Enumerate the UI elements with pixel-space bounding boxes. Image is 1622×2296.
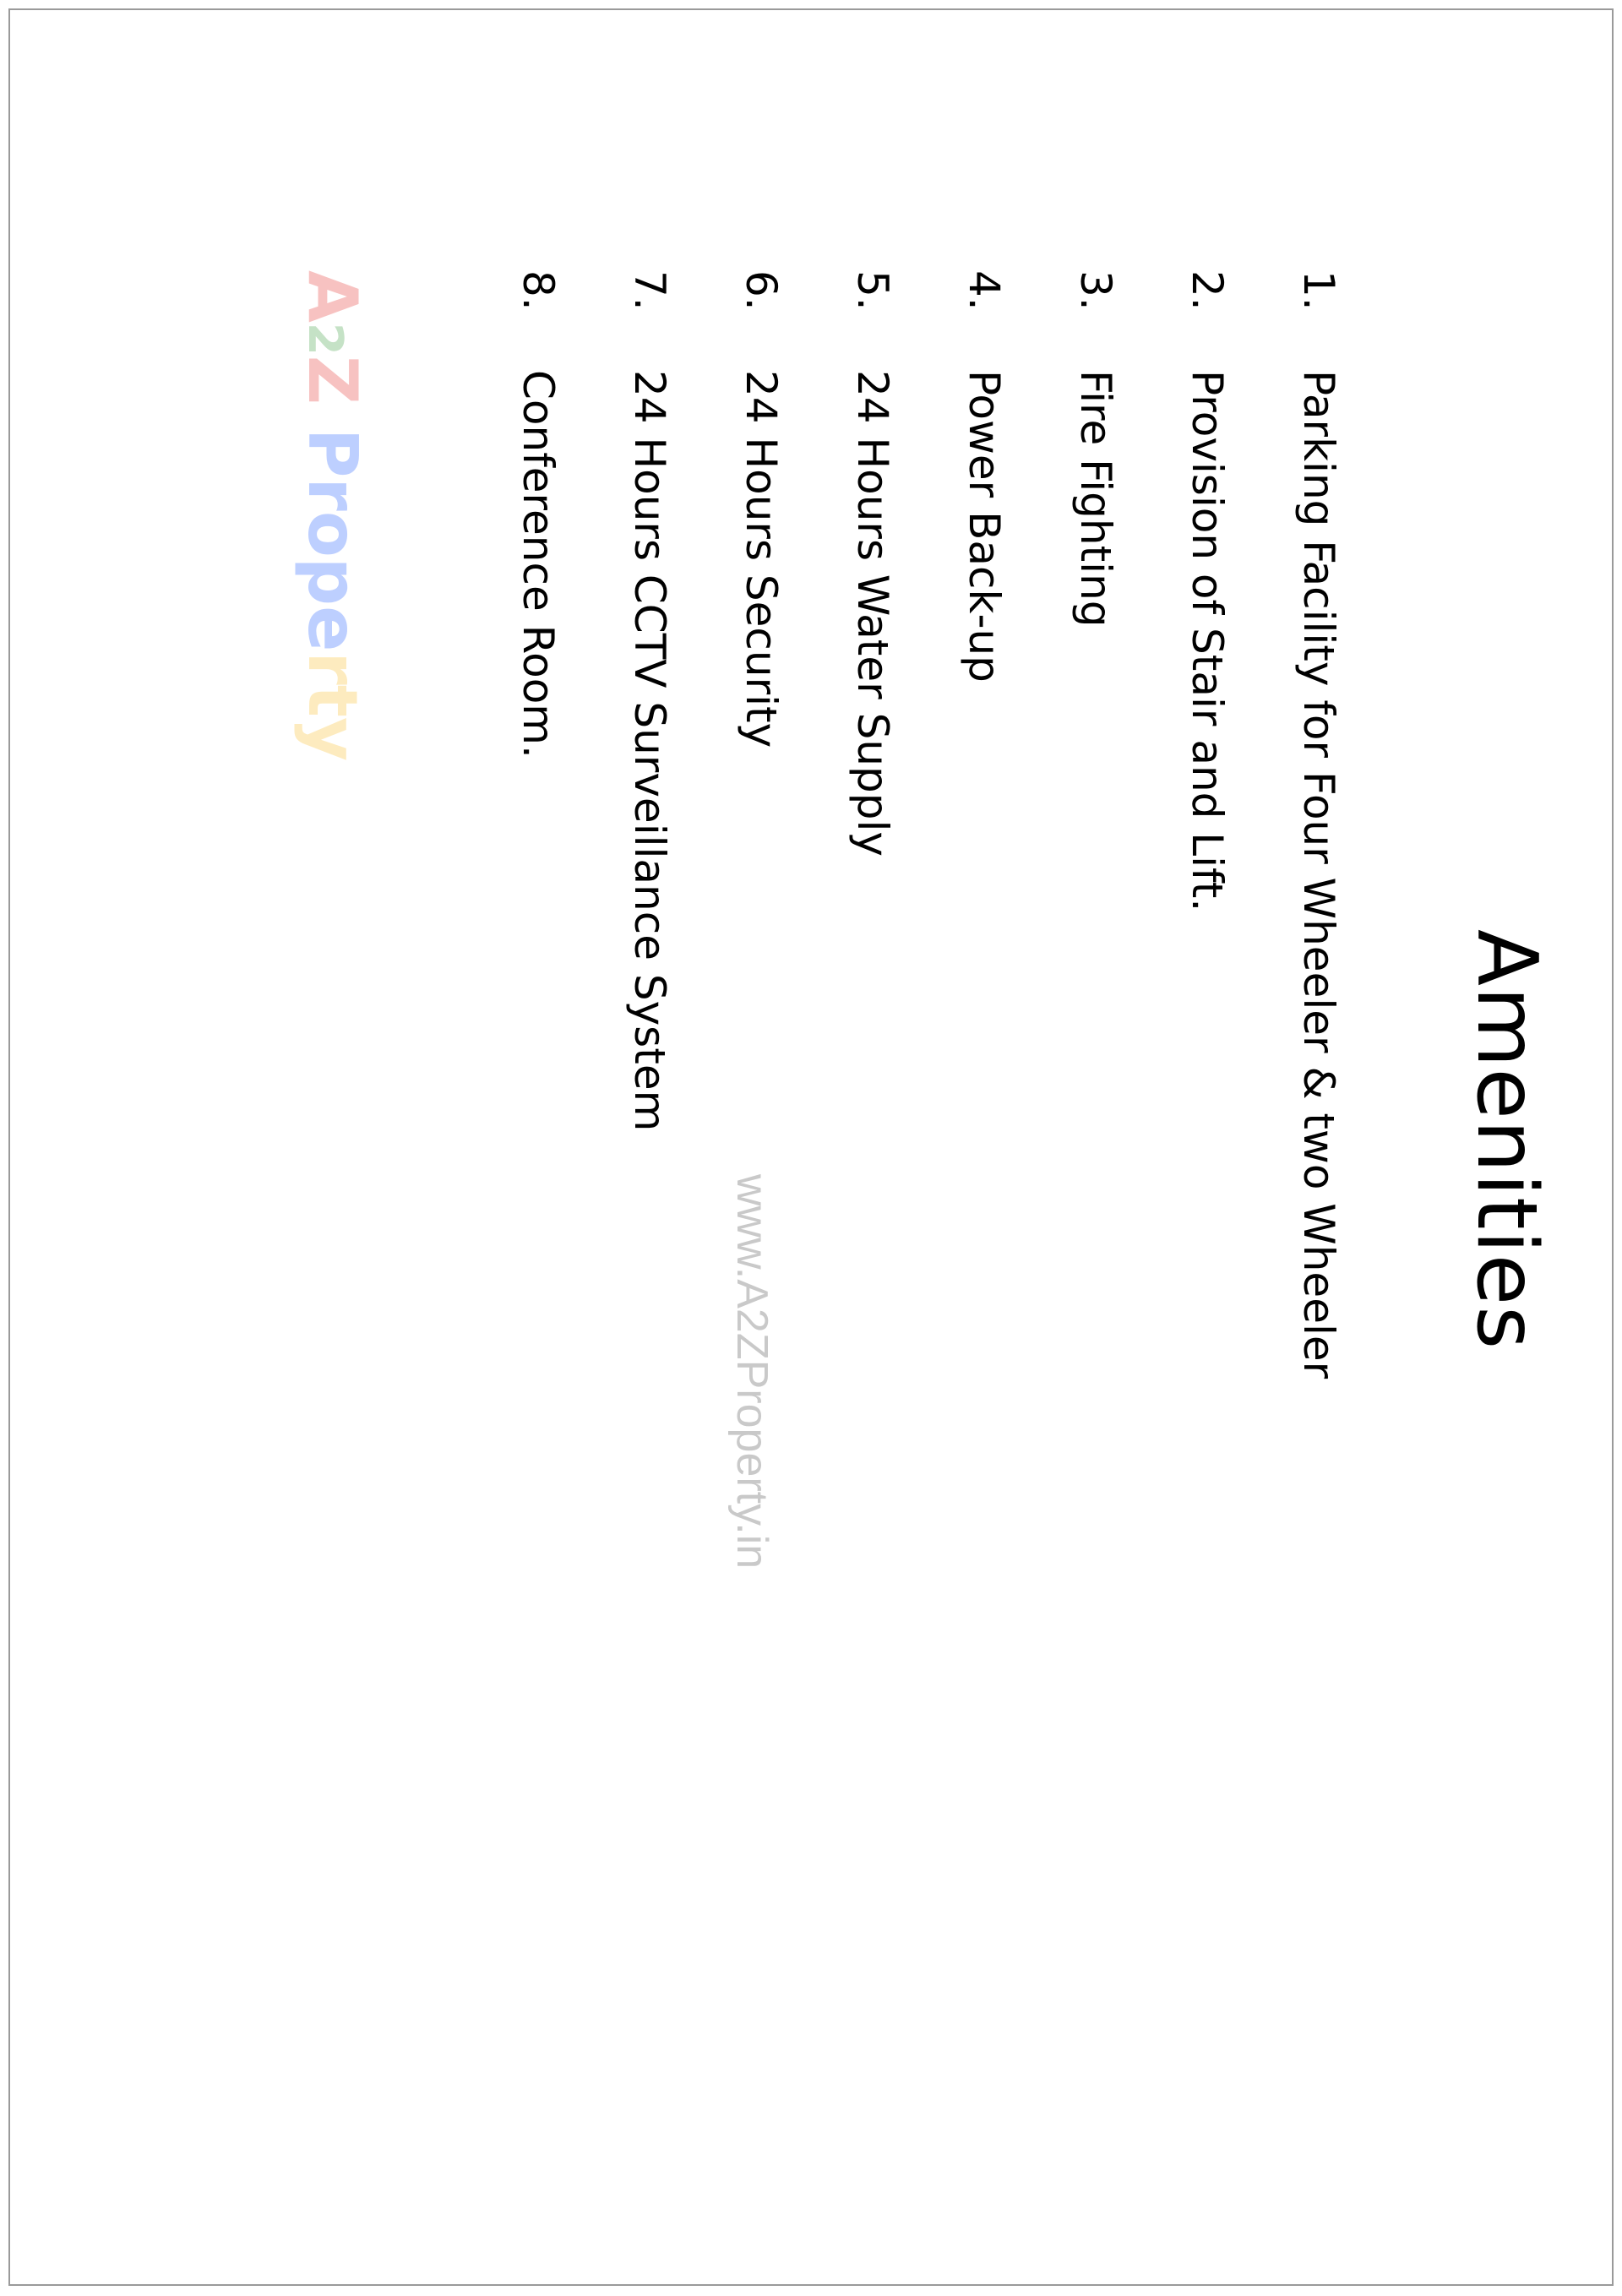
item-number: 1. xyxy=(1294,270,1343,311)
watermark-logo-part: Prope xyxy=(293,427,372,652)
item-text: Fire Fighting xyxy=(1071,370,1120,628)
list-item xyxy=(1120,270,1232,1379)
item-text: 24 Hours Water Supply xyxy=(848,370,897,857)
list-item xyxy=(786,270,897,1379)
watermark-logo-part: Z xyxy=(293,355,372,428)
item-text: 24 Hours CCTV Surveillance System xyxy=(625,370,674,1132)
item-number: 2. xyxy=(1183,270,1232,311)
watermark-logo-part: A xyxy=(293,270,372,323)
item-text: Conference Room. xyxy=(514,370,563,759)
amenities-list xyxy=(451,270,1343,1379)
item-text: 24 Hours Security xyxy=(737,370,786,748)
item-number: 4. xyxy=(960,270,1009,311)
item-number: 7. xyxy=(625,270,674,311)
watermark-logo-part: rty xyxy=(293,651,372,762)
list-item xyxy=(1232,270,1343,1379)
list-item xyxy=(1009,270,1120,1379)
item-number: 5. xyxy=(848,270,897,311)
page-title: Amenities xyxy=(1458,929,1554,1351)
item-number: 3. xyxy=(1071,270,1120,311)
list-item xyxy=(897,270,1009,1379)
item-text: Power Back-up xyxy=(960,370,1009,683)
item-number: 6. xyxy=(737,270,786,311)
watermark-logo xyxy=(293,270,372,761)
item-text: Provision of Stair and Lift. xyxy=(1183,370,1232,912)
list-item xyxy=(451,270,563,1379)
page-content xyxy=(203,270,1554,2213)
watermark-logo-part: 2 xyxy=(297,322,352,356)
item-text: Parking Facility for Four Wheeler & two Wheeler xyxy=(1294,370,1343,1379)
list-item xyxy=(563,270,674,1379)
item-number: 8. xyxy=(514,270,563,311)
watermark-url: www.A2ZProperty.in xyxy=(727,1174,776,1570)
